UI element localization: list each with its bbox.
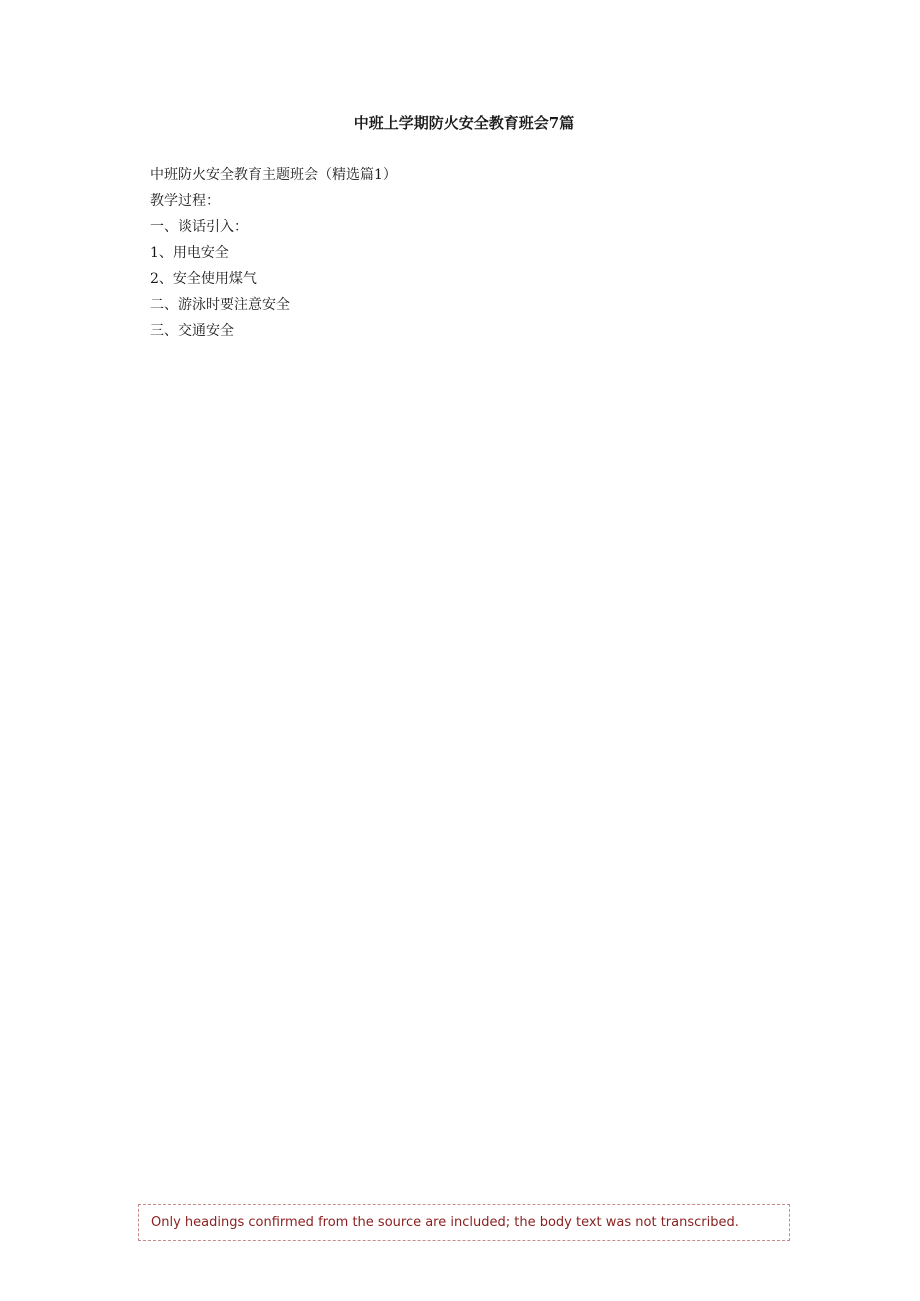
document-title: 中班上学期防火安全教育班会7篇 — [353, 114, 575, 132]
document-line: 2、安全使用煤气 — [150, 271, 257, 287]
document-line: 1、用电安全 — [150, 245, 229, 261]
document-line: 教学过程： — [150, 193, 220, 209]
document-line: 一、谈话引入： — [150, 219, 248, 235]
document-line: 三、交通安全 — [150, 323, 234, 339]
section-heading: 中班防火安全教育主题班会（精选篇1） — [150, 167, 397, 183]
transcription-notice: Only headings confirmed from the source are included; the body text was not transcribed. — [138, 1204, 790, 1241]
document-line: 二、游泳时要注意安全 — [150, 297, 290, 313]
document-page — [138, 112, 790, 345]
